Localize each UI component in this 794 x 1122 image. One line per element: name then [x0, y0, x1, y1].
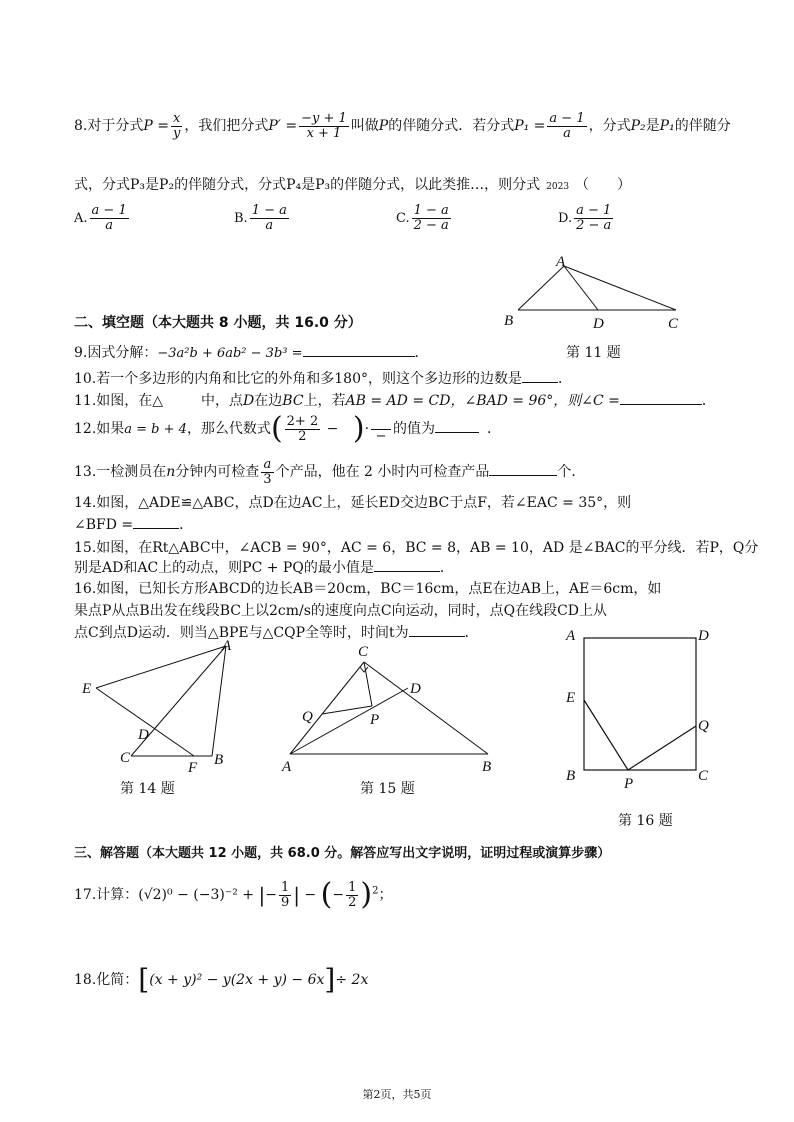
- fig14-label-b: B: [214, 752, 224, 768]
- fig15-label-b: B: [482, 759, 492, 774]
- fig16-label-e: E: [566, 690, 576, 706]
- fig11-label-b: B: [504, 313, 514, 329]
- q17: 17.计算：(√2)⁰ − (−3)⁻² + |− $\frac{1}{9}$ | − (− $\frac{1}{2}$ )$^2$；: [74, 877, 393, 912]
- q10-answer-blank[interactable]: [522, 382, 558, 383]
- fig16-label-b: B: [566, 768, 576, 784]
- fig16-label-d: D: [698, 628, 709, 644]
- fig11-label-c: C: [668, 316, 679, 332]
- q16-line2: 果点P从点B出发在线段BC上以2cm/s的速度向点C向运动，同时，点Q在线段CD上从: [74, 603, 608, 619]
- page-footer: 第2页，共5页: [362, 1088, 432, 1101]
- q8-line1: 8.对于分式P = $\frac{x}{y}$ ，我们把分式P′ = $\frac{-y + 1}{x + 1}$ 叫做P的伴随分式．若分式P₁ = $\frac{a - 1}{a}$ ，分式P₂是P₁的伴随分: [74, 111, 731, 141]
- q8-option-a[interactable]: A. $\frac{a - 1}{a}$: [74, 203, 127, 233]
- section-2-heading: 二、填空题（本大题共 8 小题，共 16.0 分）: [74, 315, 362, 331]
- q15-line2: 别是AD和AC上的动点，则PC + PQ的最小值是 ．: [74, 560, 454, 576]
- q8-option-b[interactable]: B. $\frac{1 - a}{a}$: [234, 203, 287, 233]
- q11: 11.如图，在△ 中，点D在边BC上，若AB = AD = CD，∠BAD = 96°，则∠C = ．: [74, 393, 716, 409]
- q16-line3: 点C到点D运动．则当△BPE与△CQP全等时，时间t为 ．: [74, 625, 479, 641]
- figure-14: [76, 636, 246, 776]
- q15-answer-blank[interactable]: [374, 571, 440, 572]
- q11-answer-blank[interactable]: [620, 404, 702, 405]
- fig16-rectangle: [584, 638, 696, 770]
- fig11-label-a: A: [556, 254, 566, 270]
- fig14-label-c: C: [120, 750, 131, 766]
- fig14-label-a: A: [222, 638, 232, 654]
- fig11-label-d: D: [593, 316, 604, 332]
- fig16-label-c: C: [698, 768, 709, 784]
- fig15-label-p: P: [370, 712, 380, 728]
- figure-16: [562, 626, 722, 790]
- q8-line2: 式，分式P₃是P₂的伴随分式，分式P₄是P₃的伴随分式，以此类推…，则分式 2023 （ ）: [74, 177, 632, 193]
- fig15-line-cp: [364, 662, 372, 706]
- q14-line1: 14.如图，△ADE≌△ABC，点D在边AC上，延长ED交边BC于点F，若∠EAC = 35°，则: [74, 495, 632, 511]
- q18: 18.化简：[(x + y)² − y(2x + y) − 6x]÷ 2x: [74, 963, 369, 996]
- q10: 10.若一个多边形的内角和比它的外角和多180°，则这个多边形的边数是 ．: [74, 371, 572, 387]
- fig16-label-p: P: [624, 776, 634, 790]
- fig15-label-c: C: [358, 644, 369, 660]
- q8-option-c[interactable]: C. $\frac{1 - a}{2 - a}$: [396, 203, 449, 233]
- fig15-right-angle: [360, 667, 368, 672]
- q12-answer-blank[interactable]: [435, 432, 479, 433]
- q13: 13.一检测员在n分钟内可检查 $\frac{a}{3}$ 个产品，他在 2 小时内可检查产品 个．: [74, 457, 586, 487]
- fig15-label-q: Q: [302, 709, 313, 725]
- fig16-label-q: Q: [698, 718, 709, 734]
- q16-answer-blank[interactable]: [409, 636, 465, 637]
- q9: 9.因式分解：−3a²b + 6ab² − 3b³ = ．: [74, 345, 429, 361]
- fig16-label-a: A: [566, 628, 576, 644]
- fig14-line-ab: [212, 646, 226, 756]
- q8-option-d[interactable]: D. $\frac{a - 1}{2 - a}$: [558, 203, 612, 233]
- fig14-label-f: F: [188, 760, 198, 776]
- fig14-line-ef: [96, 688, 194, 756]
- fig11-line-ab: [518, 266, 564, 310]
- fig15-label-d: D: [410, 681, 421, 697]
- q13-answer-blank[interactable]: [489, 475, 557, 476]
- figure-11: [496, 252, 696, 334]
- fig15-line-cb: [364, 662, 488, 754]
- caption-fig14: 第 14 题: [120, 781, 175, 797]
- q15-line1: 15.如图，在Rt△ABC中，∠ACB = 90°，AC = 6，BC = 8，AB = 10，AD 是∠BAC的平分线．若P，Q分: [74, 540, 759, 556]
- q14-line2: ∠BFD = ．: [74, 517, 194, 533]
- q12: 12.如果a = b + 4，那么代数式( $\frac{2+ 2}{2}$ − )· − 的值为 ．: [74, 411, 502, 446]
- fig16-line-ep: [584, 700, 628, 770]
- figure-15: [280, 642, 496, 774]
- fig15-label-a: A: [282, 759, 292, 774]
- caption-fig15: 第 15 题: [360, 781, 415, 797]
- fig16-line-pq: [628, 726, 696, 770]
- q16-line1: 16.如图，已知长方形ABCD的边长AB＝20cm，BC＝16cm，点E在边AB上，AE＝6cm，如: [74, 581, 662, 597]
- fig14-label-d: D: [138, 727, 149, 743]
- caption-fig11: 第 11 题: [566, 345, 621, 361]
- fig14-label-e: E: [82, 681, 92, 697]
- caption-fig16: 第 16 题: [618, 813, 673, 829]
- fig15-line-ac: [290, 662, 364, 754]
- q14-answer-blank[interactable]: [133, 528, 179, 529]
- section-3-heading: 三、解答题（本大题共 12 小题，共 68.0 分。解答应写出文字说明，证明过程或演算步骤）: [74, 846, 611, 861]
- q9-answer-blank[interactable]: [303, 356, 415, 357]
- fig14-line-ae: [96, 646, 226, 688]
